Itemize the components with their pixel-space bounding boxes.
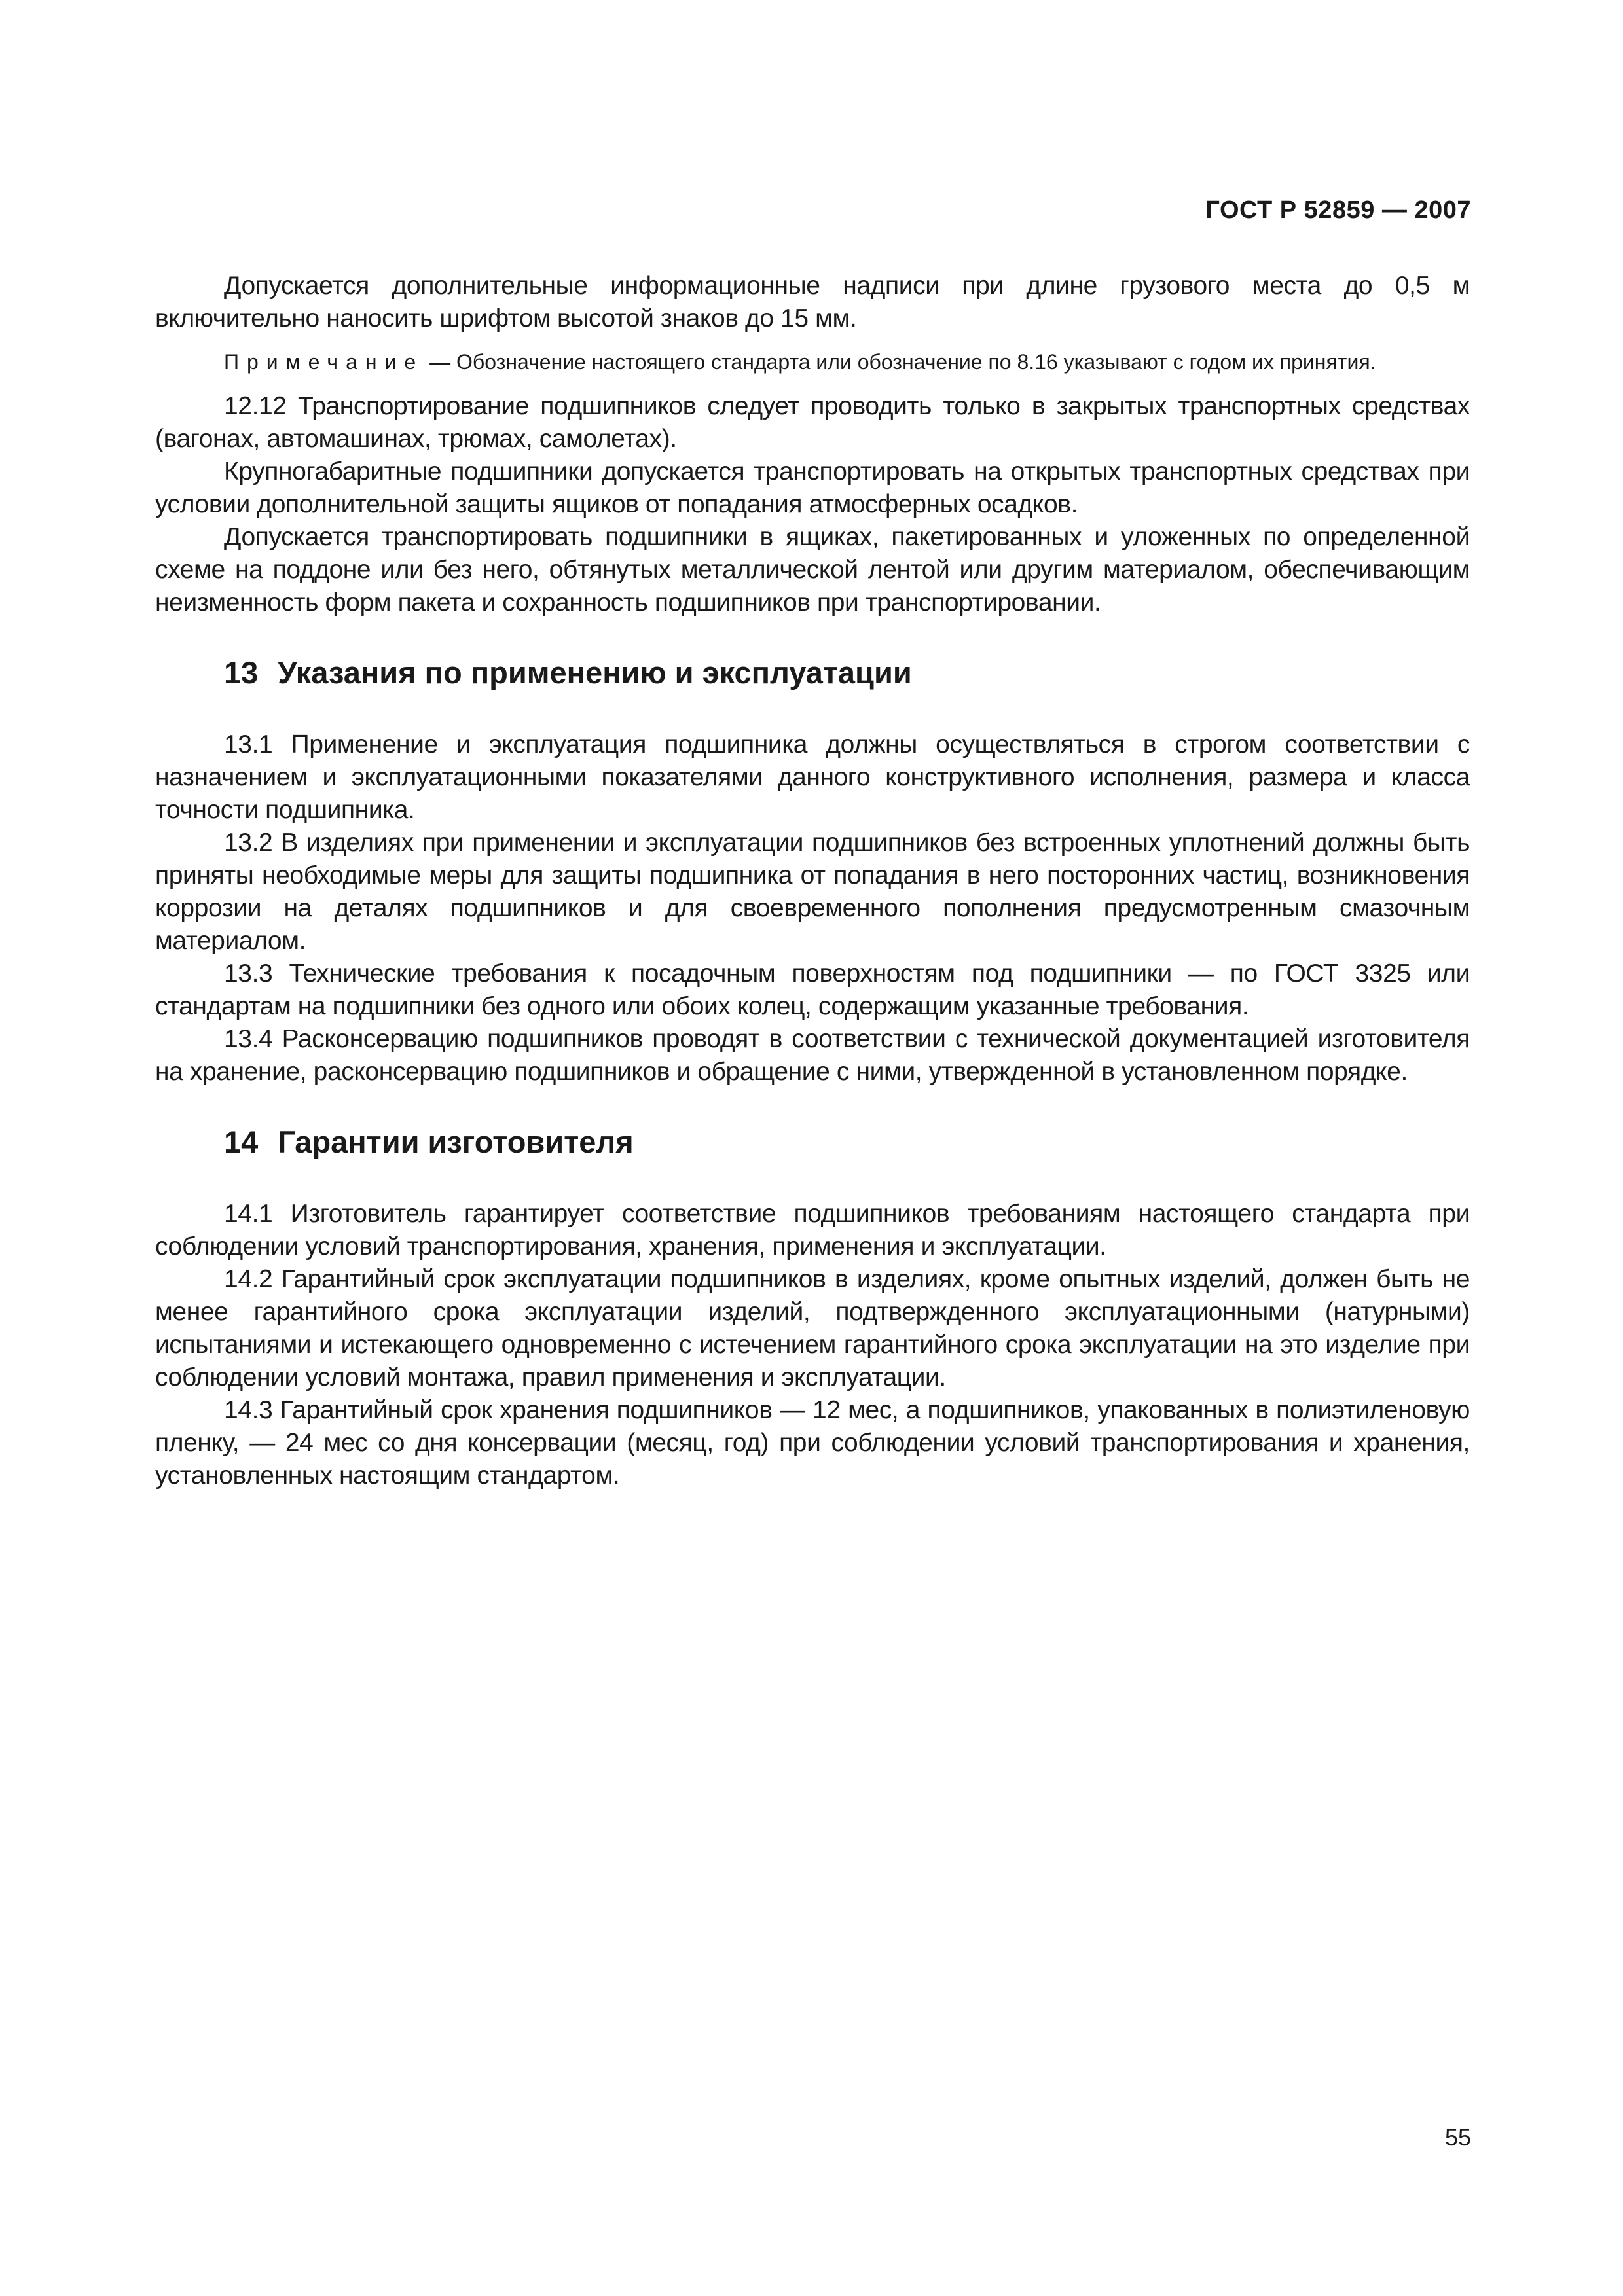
section-14-number: 14 xyxy=(224,1124,259,1159)
paragraph-packaging: Допускается транспортировать подшипники в ящиках, пакетированных и уложенных по определенной схеме на поддоне или без него, обтянутых металлической лентой или другим материалом, обеспечивающим неизменность форм пакета и сохранность подшипников при транспортировании. xyxy=(155,523,1470,617)
paragraph-14-2: 14.2 Гарантийный срок эксплуатации подшипников в изделиях, кроме опытных изделий, должен быть не менее гарантийного срока эксплуатации изделий, подтвержденного эксплуатационными (натурными) испытаниями и истекающего одновременно с истечением гарантийного срока эксплуатации на это изделие при соблюдении условий монтажа, правил применения и эксплуатации. xyxy=(155,1265,1470,1391)
page-number: 55 xyxy=(1444,2124,1471,2151)
section-13-heading xyxy=(155,653,1470,692)
section-14-heading xyxy=(155,1122,1470,1162)
paragraph-13-1: 13.1 Применение и эксплуатация подшипника должны осуществляться в строгом соответствии с назначением и эксплуатационными показателями данного конструктивного исполнения, размера и класса точности подшипника. xyxy=(155,730,1470,824)
section-14-title: Гарантии изготовителя xyxy=(278,1124,634,1159)
note-block xyxy=(155,346,1470,378)
paragraph-13-3: 13.3 Технические требования к посадочным поверхностям под подшипники — по ГОСТ 3325 или стандартам на подшипники без одного или обоих колец, содержащим указанные требования. xyxy=(155,960,1470,1020)
paragraph-14-1: 14.1 Изготовитель гарантирует соответствие подшипников требованиям настоящего стандарта при соблюдении условий транспортирования, хранения, применения и эксплуатации. xyxy=(155,1200,1470,1261)
paragraph-additional-labels: Допускается дополнительные информационные надписи при длине грузового места до 0,5 м включительно наносить шрифтом высотой знаков до 15 мм. xyxy=(155,272,1470,332)
paragraph-13-2: 13.2 В изделиях при применении и эксплуатации подшипников без встроенных уплотнений должны быть приняты необходимые меры для защиты подшипника от попадания в него посторонних частиц, возникновения коррозии на деталях подшипников и для своевременного пополнения предусмотренным смазочным материалом. xyxy=(155,829,1470,955)
paragraph-12-12: 12.12 Транспортирование подшипников следует проводить только в закрытых транспортных средствах (вагонах, автомашинах, трюмах, самолетах). xyxy=(155,392,1470,453)
note-text: Обозначение настоящего стандарта или обозначение по 8.16 указывают с годом их принятия. xyxy=(456,350,1376,374)
note-dash: — xyxy=(424,350,456,374)
paragraph-large-bearings: Крупногабаритные подшипники допускается транспортировать на открытых транспортных средствах при условии дополнительной защиты ящиков от попадания атмосферных осадков. xyxy=(155,457,1470,518)
section-13-number: 13 xyxy=(224,655,259,690)
section-13-title: Указания по применению и эксплуатации xyxy=(278,655,912,690)
document-body xyxy=(155,270,1470,1492)
document-code-header: ГОСТ Р 52859 — 2007 xyxy=(1205,196,1471,224)
paragraph-14-3: 14.3 Гарантийный срок хранения подшипников — 12 мес, а подшипников, упакованных в полиэтиленовую пленку, — 24 мес со дня консервации (месяц, год) при соблюдении условий транспортирования и хранения, установленных настоящим стандартом. xyxy=(155,1396,1470,1490)
paragraph-13-4: 13.4 Расконсервацию подшипников проводят в соответствии с технической документацией изготовителя на хранение, расконсервацию подшипников и обращение с ними, утвержденной в установленном порядке. xyxy=(155,1025,1470,1086)
note-label: Примечание xyxy=(224,350,424,374)
